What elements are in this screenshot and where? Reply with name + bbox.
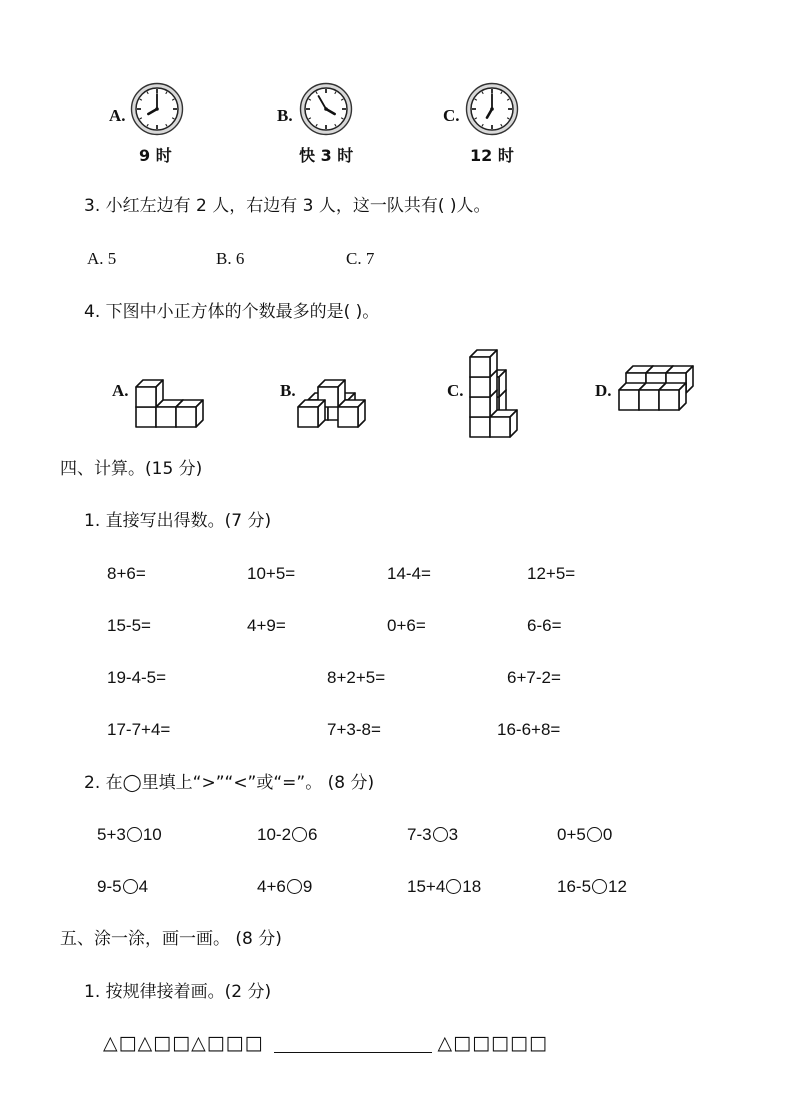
q3-option-c: C. 7	[346, 249, 375, 268]
calc-item: 6-6=	[527, 616, 562, 635]
compare-item: 16-5 12	[557, 877, 627, 896]
question-4-text: 4. 下图中小正方体的个数最多的是( )。	[84, 302, 380, 322]
answer-circle[interactable]	[123, 879, 138, 894]
clock-option-c-caption: 12 时	[470, 146, 514, 165]
calc-item: 17-7+4=	[107, 720, 171, 739]
cube-stack-icon	[133, 350, 213, 430]
compare-item: 7-3 3	[407, 825, 459, 844]
calc-item: 0+6=	[387, 616, 426, 635]
calc-item: 6+7-2=	[507, 668, 561, 687]
pattern-row	[103, 1032, 548, 1054]
compare-item: 5+3 10	[97, 825, 162, 844]
compare-item: 15+4 18	[407, 877, 482, 896]
clock-option-a-letter: A.	[109, 106, 126, 125]
section-5-sub1-title: 1. 按规律接着画。(2 分)	[84, 982, 272, 1002]
calc-item: 4+9=	[247, 616, 286, 635]
clock-option-b-letter: B.	[277, 106, 293, 125]
section-4-sub2-title: 2. 在◯里填上“>”“<”或“=”。 (8 分)	[84, 773, 375, 793]
cube-stack-icon	[467, 350, 547, 430]
cube-icon	[470, 350, 497, 377]
pattern-answer-blank[interactable]	[274, 1036, 432, 1053]
calc-item: 14-4=	[387, 564, 431, 583]
calc-item: 12+5=	[527, 564, 576, 583]
q3-option-b: B. 6	[216, 249, 245, 268]
answer-circle[interactable]	[292, 827, 307, 842]
cube-icon	[298, 400, 325, 427]
answer-circle[interactable]	[127, 827, 142, 842]
cube-icon	[136, 380, 163, 407]
compare-item: 0+5 0	[557, 825, 613, 844]
clock-icon	[299, 82, 353, 136]
answer-circle[interactable]	[433, 827, 448, 842]
calc-item: 8+2+5=	[327, 668, 386, 687]
q4-option-d-letter: D.	[595, 381, 612, 400]
section-4-sub1-title: 1. 直接写出得数。(7 分)	[84, 511, 272, 531]
q4-option-a-letter: A.	[112, 381, 129, 400]
compare-item: 4+6 9	[257, 877, 313, 896]
q3-option-a: A. 5	[87, 249, 117, 268]
q4-option-c-letter: C.	[447, 381, 464, 400]
pattern-left: △□△□□△□□□	[103, 1032, 264, 1054]
cube-icon	[659, 383, 686, 410]
answer-circle[interactable]	[587, 827, 602, 842]
cube-stack-icon	[298, 350, 378, 430]
question-3-text: 3. 小红左边有 2 人，右边有 3 人，这一队共有( )人。	[84, 196, 491, 216]
cube-icon	[338, 400, 365, 427]
calc-item: 19-4-5=	[107, 668, 167, 687]
compare-item: 9-5 4	[97, 877, 149, 896]
cube-icon	[176, 400, 203, 427]
answer-circle[interactable]	[446, 879, 461, 894]
calc-item: 15-5=	[107, 616, 151, 635]
q4-option-b-letter: B.	[280, 381, 296, 400]
compare-item: 10-2 6	[257, 825, 318, 844]
section-4-title: 四、计算。(15 分)	[60, 459, 203, 479]
calc-item: 7+3-8=	[327, 720, 381, 739]
clock-icon	[130, 82, 184, 136]
clock-option-a-caption: 9 时	[139, 146, 172, 165]
answer-circle[interactable]	[287, 879, 302, 894]
cube-stack-icon	[616, 360, 696, 420]
clock-option-b-caption: 快 3 时	[299, 146, 354, 165]
clock-icon	[465, 82, 519, 136]
calc-item: 8+6=	[107, 564, 146, 583]
pattern-right: △□□□□□	[437, 1032, 548, 1054]
clock-option-c-letter: C.	[443, 106, 460, 125]
answer-circle[interactable]	[592, 879, 607, 894]
section-5-title: 五、涂一涂，画一画。 (8 分)	[60, 929, 282, 949]
calc-item: 16-6+8=	[497, 720, 561, 739]
calc-item: 10+5=	[247, 564, 296, 583]
